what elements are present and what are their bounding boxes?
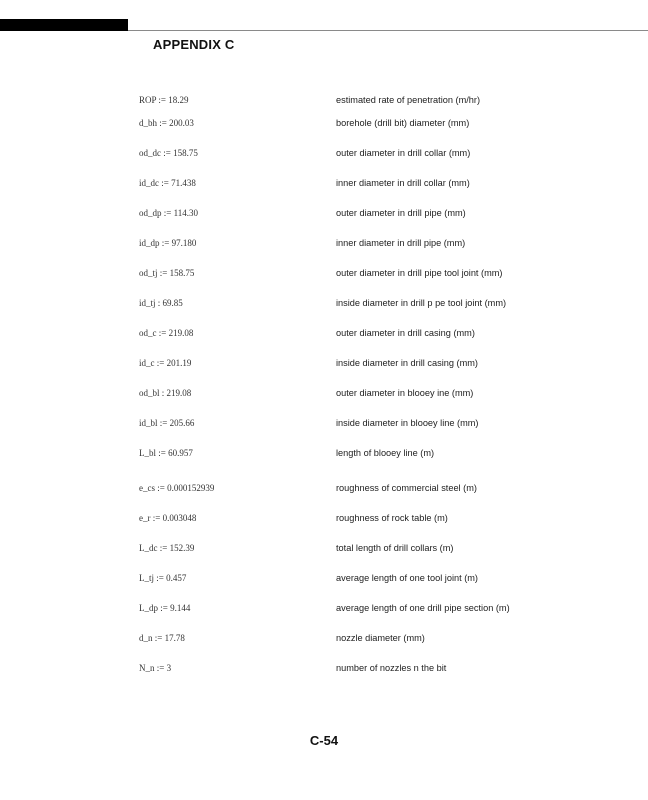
variable-row	[0, 416, 648, 432]
variable-row	[0, 571, 648, 587]
variable-symbol: ROP := 18.29	[139, 95, 189, 105]
variable-row	[0, 146, 648, 162]
page-number: C-54	[309, 733, 339, 748]
variable-symbol: e_r := 0.003048	[139, 513, 197, 523]
variable-symbol: d_n := 17.78	[139, 633, 185, 643]
variable-row	[0, 386, 648, 402]
variable-description: total length of drill collars (m)	[336, 543, 454, 553]
variable-description: inner diameter in drill collar (mm)	[336, 178, 470, 188]
variable-description: estimated rate of penetration (m/hr)	[336, 95, 481, 105]
variable-symbol: od_dc := 158.75	[139, 148, 198, 158]
variable-symbol: L_dp := 9.144	[139, 603, 191, 613]
variable-description: inside diameter in drill casing (mm)	[336, 358, 478, 368]
variable-row	[0, 176, 648, 192]
variable-symbol: N_n := 3	[139, 663, 172, 673]
variable-description: outer diameter in drill collar (mm)	[336, 148, 471, 158]
variable-row	[0, 93, 648, 109]
variable-symbol: L_tj := 0.457	[139, 573, 187, 583]
variable-symbol: id_c := 201.19	[139, 358, 192, 368]
variable-description: inner diameter in drill pipe (mm)	[336, 238, 466, 248]
variable-symbol: od_bl : 219.08	[139, 388, 192, 398]
variable-description: length of blooey line (m)	[336, 448, 435, 458]
variable-description: roughness of commercial steel (m)	[336, 483, 477, 493]
variable-symbol: od_tj := 158.75	[139, 268, 195, 278]
variable-row	[0, 116, 648, 132]
variable-description: number of nozzles n the bit	[336, 663, 447, 673]
variable-row	[0, 236, 648, 252]
variable-row	[0, 511, 648, 527]
variable-row	[0, 356, 648, 372]
variable-row	[0, 266, 648, 282]
variable-symbol: id_tj : 69.85	[139, 298, 183, 308]
variable-symbol: od_c := 219.08	[139, 328, 194, 338]
variable-row	[0, 481, 648, 497]
variable-row	[0, 326, 648, 342]
variable-description: outer diameter in drill pipe (mm)	[336, 208, 466, 218]
variable-description: roughness of rock table (m)	[336, 513, 448, 523]
variable-row	[0, 296, 648, 312]
variable-description: inside diameter in drill p pe tool joint (mm)	[336, 298, 507, 308]
variable-symbol: od_dp := 114.30	[139, 208, 198, 218]
variable-description: outer diameter in drill pipe tool joint (mm)	[336, 268, 503, 278]
variable-description: inside diameter in blooey line (mm)	[336, 418, 479, 428]
variable-description: borehole (drill bit) diameter (mm)	[336, 118, 470, 128]
variable-description: average length of one tool joint (m)	[336, 573, 478, 583]
variable-row	[0, 601, 648, 617]
page-heading: APPENDIX C	[153, 37, 235, 52]
variable-row	[0, 206, 648, 222]
variable-symbol: L_dc := 152.39	[139, 543, 195, 553]
variable-symbol: L_bl := 60.957	[139, 448, 193, 458]
variable-description: average length of one drill pipe section (m)	[336, 603, 510, 613]
variable-symbol: id_bl := 205.66	[139, 418, 195, 428]
variable-symbol: d_bh := 200.03	[139, 118, 194, 128]
variable-description: outer diameter in drill casing (mm)	[336, 328, 475, 338]
variable-symbol: e_cs := 0.000152939	[139, 483, 215, 493]
variable-row	[0, 631, 648, 647]
variable-description: nozzle diameter (mm)	[336, 633, 425, 643]
variable-description: outer diameter in blooey ine (mm)	[336, 388, 474, 398]
variable-symbol: id_dc := 71.438	[139, 178, 196, 188]
variable-row	[0, 446, 648, 462]
variable-row	[0, 541, 648, 557]
variable-row	[0, 661, 648, 677]
variable-symbol: id_dp := 97.180	[139, 238, 197, 248]
